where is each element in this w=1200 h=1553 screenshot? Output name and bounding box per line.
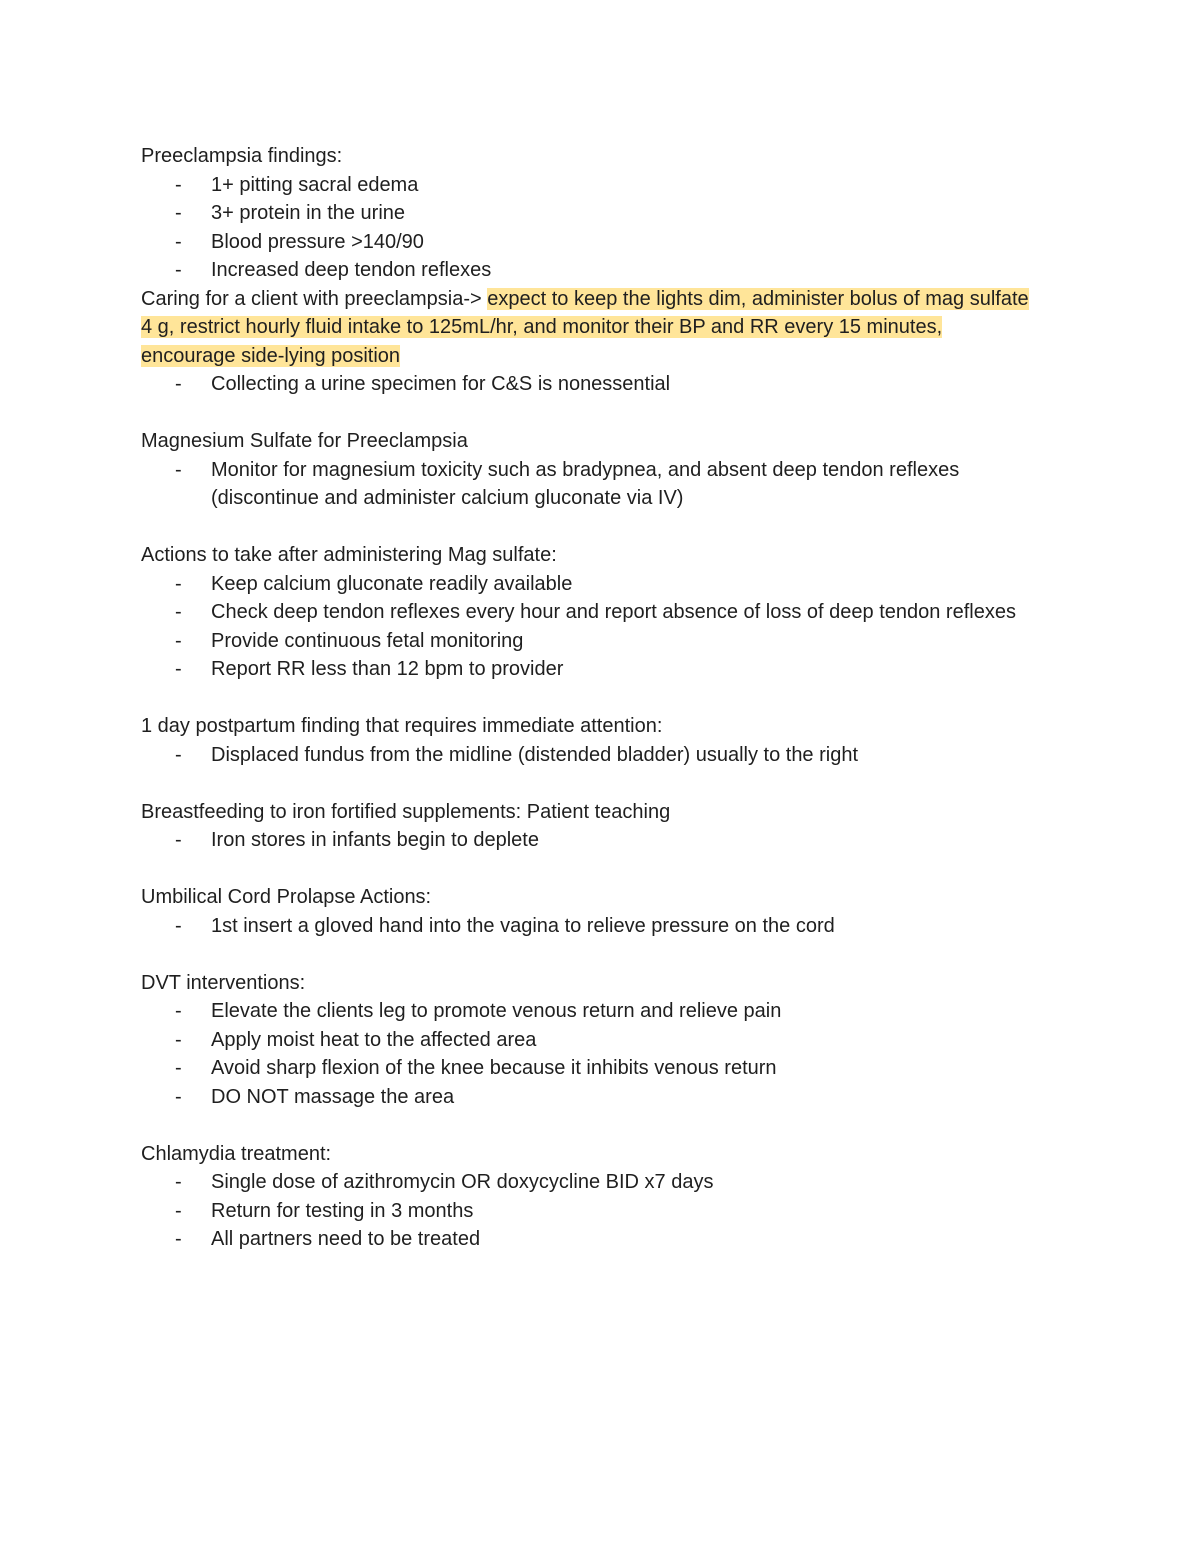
postpartum-list	[141, 741, 1041, 770]
section-heading-postpartum: 1 day postpartum finding that requires immediate attention:	[141, 715, 663, 737]
bullet-dash: -	[175, 658, 182, 680]
section-heading-chlamydia: Chlamydia treatment:	[141, 1142, 332, 1165]
list-item: - All partners need to be treated	[141, 1225, 1041, 1254]
section-heading-breastfeeding: Breastfeeding to iron fortified supplements: Patient teaching	[141, 800, 671, 823]
bullet-dash: -	[175, 601, 182, 623]
list-item: - Displaced fundus from the midline (distended bladder) usually to the right	[141, 741, 1041, 770]
breastfeeding-list	[141, 826, 1041, 855]
list-item: - Monitor for magnesium toxicity such as bradypnea, and absent deep tendon reflexes (discontinue and administer calcium gluconate via IV)	[141, 456, 1041, 513]
list-item: - Return for testing in 3 months	[141, 1197, 1041, 1226]
dvt-list	[141, 997, 1041, 1111]
list-item: - Single dose of azithromycin OR doxycycline BID x7 days	[141, 1168, 1041, 1197]
preeclampsia-list	[141, 171, 1041, 285]
cord-list	[141, 912, 1041, 941]
bullet-dash: -	[175, 1057, 182, 1079]
list-item: - Collecting a urine specimen for C&S is nonessential	[141, 370, 1041, 399]
section-heading-cord: Umbilical Cord Prolapse Actions:	[141, 886, 432, 908]
section-heading-dvt: DVT interventions:	[141, 971, 306, 994]
bullet-dash: -	[175, 173, 182, 196]
bullet-dash: -	[175, 202, 182, 224]
list-item: - 1+ pitting sacral edema	[141, 171, 1041, 200]
list-item: - Blood pressure >140/90	[141, 228, 1041, 257]
bullet-dash: -	[175, 1199, 182, 1222]
bullet-dash: -	[175, 1171, 182, 1193]
bullet-dash: -	[175, 230, 182, 253]
list-item: - 1st insert a gloved hand into the vagina to relieve pressure on the cord	[141, 912, 1041, 941]
section-heading-actions: Actions to take after administering Mag sulfate:	[141, 544, 557, 566]
bullet-dash: -	[175, 914, 182, 937]
bullet-dash: -	[175, 259, 182, 281]
list-item: - Apply moist heat to the affected area	[141, 1026, 1041, 1055]
list-item: - Increased deep tendon reflexes	[141, 256, 1041, 285]
caring-paragraph	[141, 285, 1041, 371]
list-item: - Elevate the clients leg to promote venous return and relieve pain	[141, 997, 1041, 1026]
list-item: - Check deep tendon reflexes every hour and report absence of loss of deep tendon reflexes	[141, 598, 1041, 627]
actions-list	[141, 570, 1041, 684]
bullet-dash: -	[175, 458, 182, 481]
chlamydia-list	[141, 1168, 1041, 1254]
caring-list	[141, 370, 1041, 399]
bullet-dash: -	[175, 572, 182, 595]
list-item: - Iron stores in infants begin to deplete	[141, 826, 1041, 855]
document-page	[141, 142, 1041, 1254]
bullet-dash: -	[175, 629, 182, 652]
highlighted-text: expect to keep the lights dim, administer bolus of mag sulfate 4 g, restrict hourly fluid intake to 125mL/hr, and monitor their BP and RR every 15 minutes, encourage side-lying position	[141, 287, 1029, 367]
section-heading-magnesium: Magnesium Sulfate for Preeclampsia	[141, 430, 468, 452]
bullet-dash: -	[175, 1000, 182, 1022]
list-item: - Provide continuous fetal monitoring	[141, 627, 1041, 656]
magnesium-list	[141, 456, 1041, 513]
bullet-dash: -	[175, 1028, 182, 1051]
list-item: - Keep calcium gluconate readily available	[141, 570, 1041, 599]
section-heading-preeclampsia: Preeclampsia findings:	[141, 145, 343, 167]
bullet-dash: -	[175, 1085, 182, 1108]
list-item: - Avoid sharp flexion of the knee because it inhibits venous return	[141, 1054, 1041, 1083]
bullet-dash: -	[175, 743, 182, 766]
list-item: - 3+ protein in the urine	[141, 199, 1041, 228]
caring-lead-text: Caring for a client with preeclampsia->	[141, 287, 488, 310]
bullet-dash: -	[175, 1228, 182, 1250]
bullet-dash: -	[175, 829, 182, 851]
list-item: - Report RR less than 12 bpm to provider	[141, 655, 1041, 684]
list-item: - DO NOT massage the area	[141, 1083, 1041, 1112]
bullet-dash: -	[175, 373, 182, 395]
